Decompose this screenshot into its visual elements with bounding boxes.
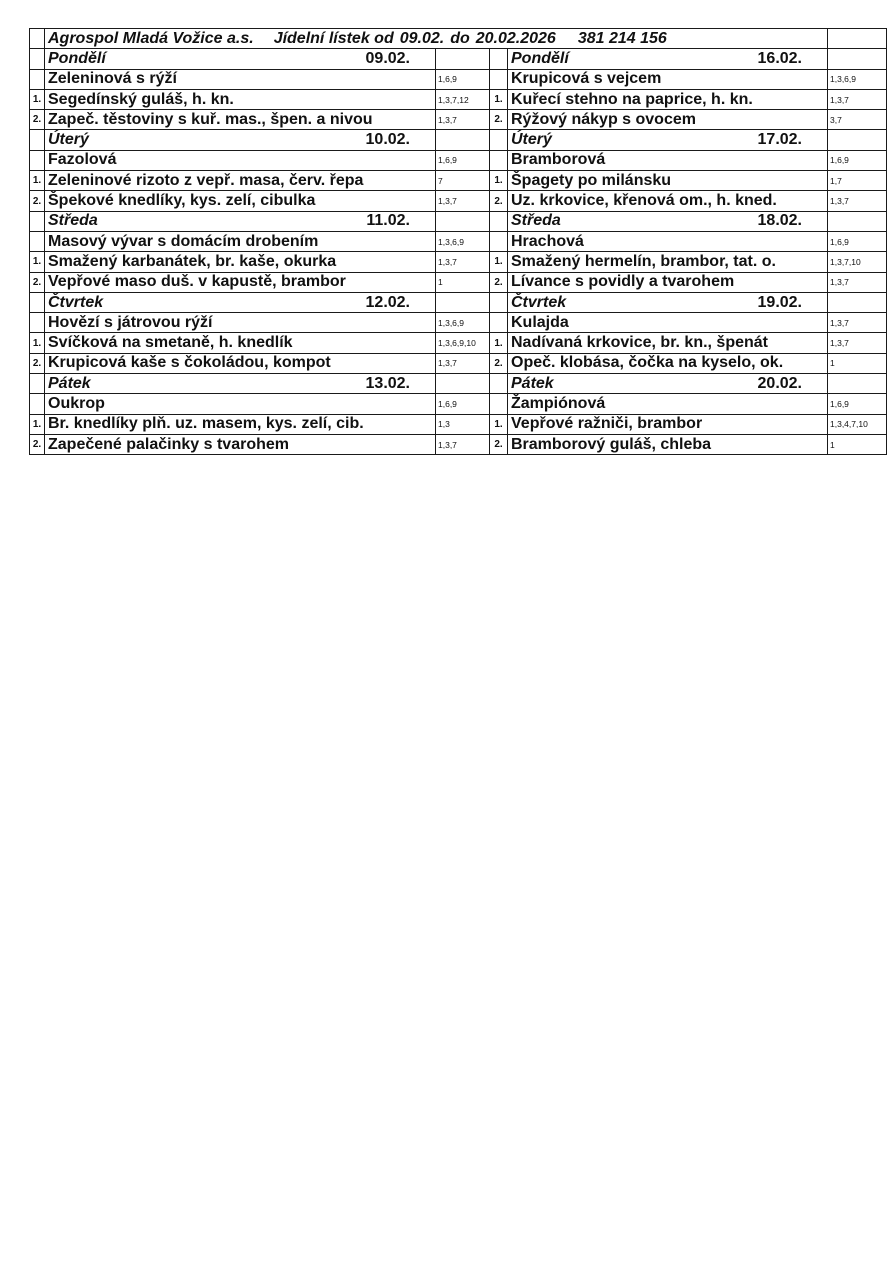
soup-allergens: 1,3,6,9	[828, 69, 887, 89]
day-header-cell	[508, 211, 828, 231]
company-name: Agrospol Mladá Vožice a.s.	[48, 29, 254, 47]
soup-row	[30, 394, 887, 414]
soup-allergens: 1,3,6,9	[436, 231, 490, 251]
row-number-empty	[30, 231, 45, 251]
day-header-cell	[508, 374, 828, 394]
day-header-row	[30, 292, 887, 312]
header-title	[45, 29, 828, 49]
row-number-empty	[30, 313, 45, 333]
row-number-empty	[30, 211, 45, 231]
meal-number: 2.	[30, 191, 45, 211]
meal-number: 1.	[30, 171, 45, 191]
meal-name: Segedínský guláš, h. kn.	[45, 89, 436, 109]
meal-number: 1.	[30, 414, 45, 434]
meal-number: 2.	[490, 353, 508, 373]
row-number-empty	[30, 394, 45, 414]
meal-allergens: 1,3,7,12	[436, 89, 490, 109]
header-spacer	[30, 29, 45, 49]
day-allergen-empty	[828, 211, 887, 231]
row-number-empty	[490, 374, 508, 394]
meal-row	[30, 333, 887, 353]
day-date: 19.02.	[757, 293, 802, 311]
meal-name: Zapeč. těstoviny s kuř. mas., špen. a nivou	[45, 110, 436, 130]
meal-allergens: 1,3,7	[436, 110, 490, 130]
meal-allergens: 1	[828, 434, 887, 454]
row-number-empty	[490, 130, 508, 150]
day-name: Pátek	[511, 374, 554, 392]
meal-allergens: 1,3,7	[828, 333, 887, 353]
meal-row	[30, 171, 887, 191]
row-number-empty	[30, 69, 45, 89]
day-allergen-empty	[436, 211, 490, 231]
meal-number: 1.	[30, 252, 45, 272]
soup-allergens: 1,6,9	[828, 394, 887, 414]
meal-row	[30, 353, 887, 373]
day-header-cell	[45, 49, 436, 69]
day-date: 10.02.	[365, 131, 410, 149]
meal-number: 2.	[30, 353, 45, 373]
meal-name: Kuřecí stehno na paprice, h. kn.	[508, 89, 828, 109]
meal-name: Špagety po milánsku	[508, 171, 828, 191]
day-name: Čtvrtek	[511, 293, 567, 311]
row-number-empty	[490, 231, 508, 251]
soup-allergens: 1,6,9	[436, 394, 490, 414]
meal-row	[30, 89, 887, 109]
soup-name: Bramborová	[508, 150, 828, 170]
meal-number: 2.	[490, 110, 508, 130]
day-header-cell	[45, 374, 436, 394]
day-allergen-empty	[828, 292, 887, 312]
row-number-empty	[490, 49, 508, 69]
header-row	[30, 29, 887, 49]
day-name: Pátek	[48, 374, 91, 392]
day-header-cell	[508, 130, 828, 150]
day-name: Pondělí	[511, 49, 569, 67]
meal-name: Zapečené palačinky s tvarohem	[45, 434, 436, 454]
meal-number: 2.	[30, 110, 45, 130]
row-number-empty	[30, 374, 45, 394]
soup-row	[30, 313, 887, 333]
meal-name: Opeč. klobása, čočka na kyselo, ok.	[508, 353, 828, 373]
meal-allergens: 1	[828, 353, 887, 373]
soup-allergens: 1,6,9	[828, 231, 887, 251]
day-date: 09.02.	[365, 49, 410, 67]
soup-name: Hrachová	[508, 231, 828, 251]
meal-number: 2.	[490, 434, 508, 454]
meal-allergens: 1,3,7	[436, 252, 490, 272]
date-to-word: do	[450, 29, 470, 47]
day-header-cell	[45, 292, 436, 312]
meal-number: 2.	[490, 191, 508, 211]
meal-name: Špekové knedlíky, kys. zelí, cibulka	[45, 191, 436, 211]
meal-name: Smažený hermelín, brambor, tat. o.	[508, 252, 828, 272]
header-empty-cell	[828, 29, 887, 49]
soup-name: Masový vývar s domácím drobením	[45, 231, 436, 251]
day-name: Pondělí	[48, 49, 106, 67]
meal-allergens: 1,3	[436, 414, 490, 434]
meal-name: Smažený karbanátek, br. kaše, okurka	[45, 252, 436, 272]
day-date: 12.02.	[365, 293, 410, 311]
meal-allergens: 1,3,7	[436, 353, 490, 373]
day-name: Středa	[511, 212, 561, 230]
meal-name: Bramborový guláš, chleba	[508, 434, 828, 454]
day-allergen-empty	[436, 130, 490, 150]
soup-name: Oukrop	[45, 394, 436, 414]
soup-allergens: 1,6,9	[436, 69, 490, 89]
meal-row	[30, 110, 887, 130]
day-name: Čtvrtek	[48, 293, 104, 311]
meal-number: 1.	[490, 333, 508, 353]
day-header-cell	[508, 292, 828, 312]
day-date: 13.02.	[365, 374, 410, 392]
day-allergen-empty	[436, 292, 490, 312]
day-allergen-empty	[436, 374, 490, 394]
meal-allergens: 1	[436, 272, 490, 292]
meal-allergens: 7	[436, 171, 490, 191]
soup-allergens: 1,3,6,9	[436, 313, 490, 333]
meal-allergens: 1,3,7,10	[828, 252, 887, 272]
meal-row	[30, 414, 887, 434]
day-date: 18.02.	[757, 212, 802, 230]
day-header-cell	[508, 49, 828, 69]
meal-name: Nadívaná krkovice, br. kn., špenát	[508, 333, 828, 353]
soup-row	[30, 69, 887, 89]
meal-row	[30, 272, 887, 292]
meal-allergens: 1,3,7	[436, 191, 490, 211]
menu-title: Jídelní lístek od	[273, 29, 394, 47]
meal-name: Uz. krkovice, křenová om., h. kned.	[508, 191, 828, 211]
day-header-cell	[45, 211, 436, 231]
meal-allergens: 1,3,7	[436, 434, 490, 454]
meal-row	[30, 191, 887, 211]
row-number-empty	[490, 394, 508, 414]
menu-table	[29, 28, 887, 455]
meal-number: 1.	[490, 171, 508, 191]
day-name: Středa	[48, 212, 98, 230]
soup-allergens: 1,6,9	[828, 150, 887, 170]
soup-name: Zeleninová s rýží	[45, 69, 436, 89]
day-allergen-empty	[828, 130, 887, 150]
soup-allergens: 1,6,9	[436, 150, 490, 170]
row-number-empty	[30, 292, 45, 312]
day-header-row	[30, 49, 887, 69]
meal-name: Zeleninové rizoto z vepř. masa, červ. řepa	[45, 171, 436, 191]
soup-row	[30, 231, 887, 251]
meal-name: Vepřové ražniči, brambor	[508, 414, 828, 434]
meal-name: Rýžový nákyp s ovocem	[508, 110, 828, 130]
soup-name: Žampiónová	[508, 394, 828, 414]
day-date: 16.02.	[757, 49, 802, 67]
meal-number: 1.	[490, 252, 508, 272]
meal-allergens: 1,3,7	[828, 191, 887, 211]
meal-name: Krupicová kaše s čokoládou, kompot	[45, 353, 436, 373]
meal-number: 1.	[30, 333, 45, 353]
meal-row	[30, 252, 887, 272]
day-name: Úterý	[511, 131, 552, 149]
row-number-empty	[30, 49, 45, 69]
day-name: Úterý	[48, 131, 89, 149]
row-number-empty	[490, 292, 508, 312]
meal-name: Lívance s povidly a tvarohem	[508, 272, 828, 292]
day-date: 17.02.	[757, 131, 802, 149]
meal-number: 2.	[30, 434, 45, 454]
soup-allergens: 1,3,7	[828, 313, 887, 333]
date-to: 20.02.2026	[475, 29, 556, 47]
soup-name: Kulajda	[508, 313, 828, 333]
meal-allergens: 1,3,7	[828, 272, 887, 292]
meal-name: Svíčková na smetaně, h. knedlík	[45, 333, 436, 353]
day-header-row	[30, 211, 887, 231]
row-number-empty	[490, 69, 508, 89]
row-number-empty	[490, 150, 508, 170]
meal-allergens: 1,3,4,7,10	[828, 414, 887, 434]
soup-row	[30, 150, 887, 170]
day-header-row	[30, 130, 887, 150]
soup-name: Krupicová s vejcem	[508, 69, 828, 89]
meal-allergens: 3,7	[828, 110, 887, 130]
day-header-row	[30, 374, 887, 394]
meal-allergens: 1,7	[828, 171, 887, 191]
meal-allergens: 1,3,7	[828, 89, 887, 109]
day-date: 11.02.	[366, 212, 410, 230]
phone-number: 381 214 156	[577, 29, 667, 47]
meal-number: 2.	[30, 272, 45, 292]
meal-name: Br. knedlíky plň. uz. masem, kys. zelí, cib.	[45, 414, 436, 434]
day-allergen-empty	[828, 374, 887, 394]
day-header-cell	[45, 130, 436, 150]
meal-name: Vepřové maso duš. v kapustě, brambor	[45, 272, 436, 292]
meal-number: 2.	[490, 272, 508, 292]
meal-allergens: 1,3,6,9,10	[436, 333, 490, 353]
day-allergen-empty	[828, 49, 887, 69]
soup-name: Hovězí s játrovou rýží	[45, 313, 436, 333]
row-number-empty	[30, 150, 45, 170]
meal-number: 1.	[490, 414, 508, 434]
meal-number: 1.	[30, 89, 45, 109]
meal-number: 1.	[490, 89, 508, 109]
day-date: 20.02.	[757, 374, 802, 392]
day-allergen-empty	[436, 49, 490, 69]
date-from: 09.02.	[399, 29, 445, 47]
soup-name: Fazolová	[45, 150, 436, 170]
row-number-empty	[490, 211, 508, 231]
meal-row	[30, 434, 887, 454]
row-number-empty	[490, 313, 508, 333]
row-number-empty	[30, 130, 45, 150]
